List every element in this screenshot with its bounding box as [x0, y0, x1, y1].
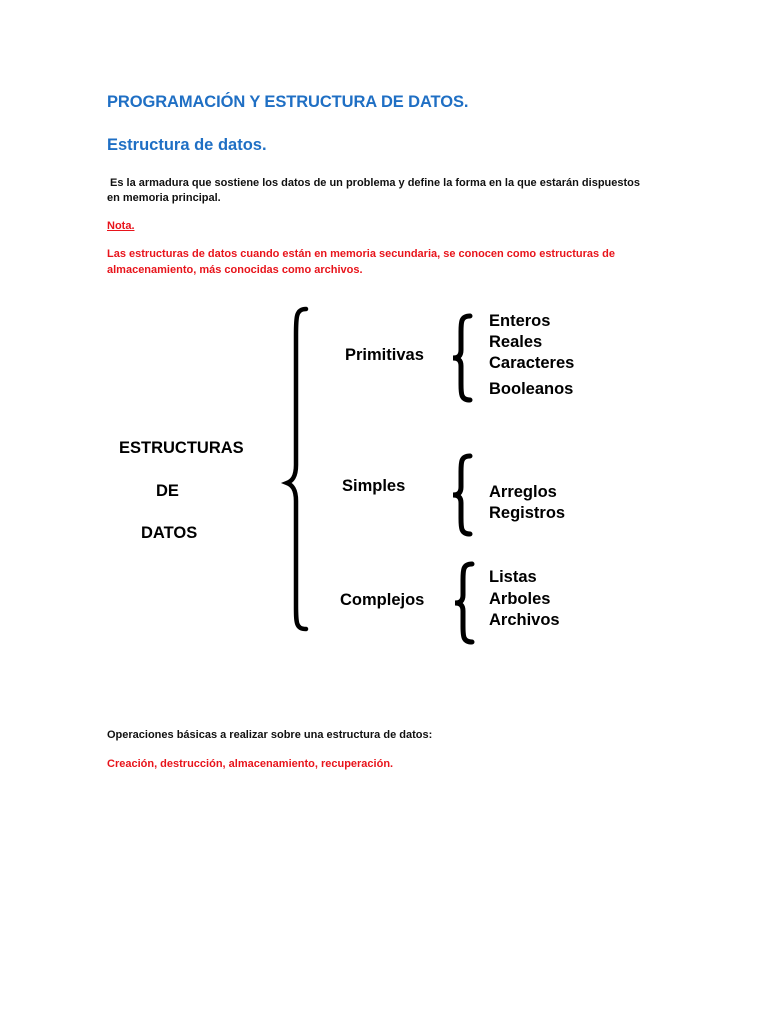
group-complejos-label: Complejos: [340, 591, 425, 609]
diagram-root-line-1: ESTRUCTURAS: [119, 439, 244, 457]
operations-heading: Operaciones básicas a realizar sobre una estructura de datos:: [107, 729, 433, 741]
group-simples-label: Simples: [342, 477, 406, 495]
operations-list: Creación, destrucción, almacenamiento, recuperación.: [107, 758, 394, 770]
item-caracteres: Caracteres: [489, 354, 575, 372]
diagram-root-line-3: DATOS: [141, 524, 198, 542]
note-line-2: almacenamiento, más conocidas como archivos.: [107, 264, 363, 276]
note-line-1: Las estructuras de datos cuando están en memoria secundaria, se conocen como estructuras de: [107, 248, 616, 260]
primitivas-brace-icon: [448, 312, 476, 404]
section-subtitle: Estructura de datos.: [107, 136, 267, 154]
item-registros: Registros: [489, 504, 566, 522]
item-listas: Listas: [489, 568, 537, 586]
definition-line-2: en memoria principal.: [107, 192, 221, 204]
note-label: Nota.: [107, 220, 135, 232]
item-enteros: Enteros: [489, 312, 551, 330]
diagram-root-line-2: DE: [156, 482, 179, 500]
item-arboles: Arboles: [489, 590, 551, 608]
definition-line-1: Es la armadura que sostiene los datos de un problema y define la forma en la que estarán dispuestos: [110, 177, 640, 189]
page-title: PROGRAMACIÓN Y ESTRUCTURA DE DATOS.: [107, 93, 469, 111]
item-booleanos: Booleanos: [489, 380, 574, 398]
simples-brace-icon: [448, 452, 476, 538]
item-arreglos: Arreglos: [489, 483, 557, 501]
complejos-brace-icon: [450, 560, 478, 646]
item-archivos: Archivos: [489, 611, 560, 629]
main-brace-icon: [282, 305, 312, 635]
group-primitivas-label: Primitivas: [345, 346, 424, 364]
item-reales: Reales: [489, 333, 543, 351]
